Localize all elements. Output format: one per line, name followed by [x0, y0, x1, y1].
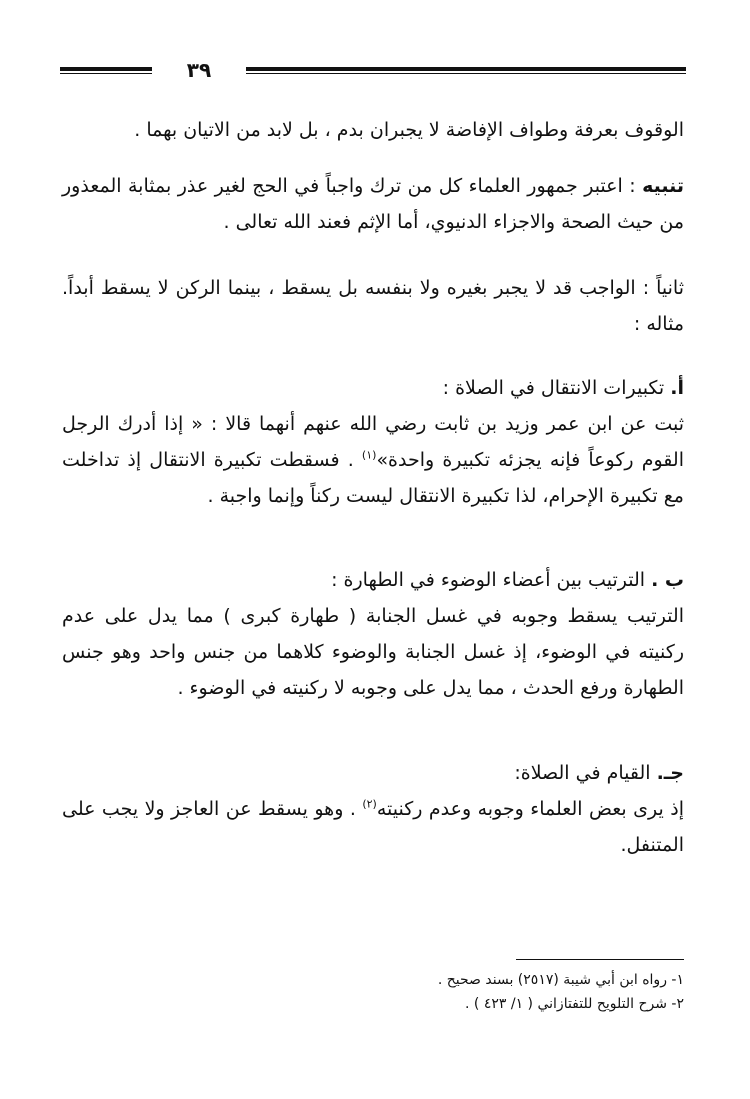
section-text: . وهو يسقط عن العاجز ولا يجب على المتنفل. [62, 798, 684, 856]
footnotes [300, 968, 684, 1016]
paragraph-secondly [62, 270, 684, 342]
notice-label: تنبيه [642, 175, 685, 197]
section-heading [62, 755, 684, 791]
section-text: إذ يرى بعض العلماء وجوبه وعدم ركنيته [376, 798, 684, 820]
paragraph-text: ثانياً : الواجب قد لا يجبر بغيره ولا بنفسه بل يسقط ، بينما الركن لا يسقط أبداً. مثاله : [62, 277, 684, 335]
section-letter: ب . [651, 569, 684, 591]
footnote-marker: (٢) [362, 797, 377, 811]
header-rule-right [246, 67, 686, 74]
section-standing-in-prayer [62, 755, 684, 863]
section-letter: أ. [670, 377, 684, 399]
section-letter: جـ. [656, 762, 684, 784]
footnote-separator [516, 959, 684, 960]
section-text: ثبت عن ابن عمر وزيد بن ثابت رضي الله عنهم أنهما قالا : « إذا أدرك الرجل القوم ركوعاً فإنه يجزئه تكبيرة واحدة» [62, 413, 684, 471]
section-text: . فسقطت تكبيرة الانتقال إذ تداخلت مع تكبيرة الإحرام، لذا تكبيرة الانتقال ليست ركناً وإنما واجبة . [62, 449, 684, 507]
section-title: تكبيرات الانتقال في الصلاة : [442, 377, 665, 399]
notice-text: : اعتبر جمهور العلماء كل من ترك واجباً في الحج لغير عذر بمثابة المعذور من حيث الصحة والاجزاء الدنيوي، أما الإثم فعند الله تعالى . [62, 175, 684, 233]
section-heading [62, 562, 684, 598]
section-transition-takbirs [62, 370, 684, 514]
paragraph-text: الوقوف بعرفة وطواف الإفاضة لا يجبران بدم ، بل لابد من الاتيان بهما . [134, 119, 684, 141]
paragraph-hajj-pillars [62, 112, 684, 148]
page-header [60, 58, 686, 84]
section-heading [62, 370, 684, 406]
footnote-1: ١- رواه ابن أبي شيبة (٢٥١٧) بسند صحيح . [437, 972, 684, 988]
footnote-marker: (١) [361, 448, 377, 462]
section-ablution-order [62, 562, 684, 706]
section-title: الترتيب بين أعضاء الوضوء في الطهارة : [331, 569, 646, 591]
section-text: الترتيب يسقط وجوبه في غسل الجنابة ( طهارة كبرى ) مما يدل على عدم ركنيته في الوضوء، إذ غسل الجنابة والوضوء كلاهما من جنس واحد وهو جنس الطهارة ورفع الحدث ، مما يدل على وجوبه لا ركنيته في الوضوء . [62, 605, 684, 699]
footnote-2: ٢- شرح التلويح للتفتازاني ( ١/ ٤٢٣ ) . [465, 996, 684, 1012]
page-number: ٣٩ [186, 58, 212, 82]
header-rule-left [60, 67, 152, 74]
section-title: القيام في الصلاة: [514, 762, 651, 784]
paragraph-notice [62, 168, 684, 240]
